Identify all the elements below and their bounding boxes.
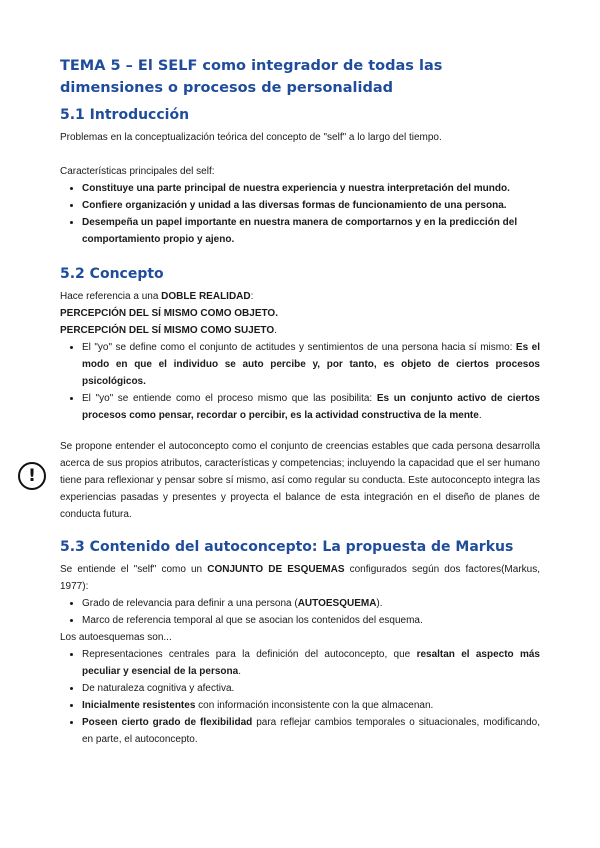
concept-line-2: PERCEPCIÓN DEL SÍ MISMO COMO OBJETO. xyxy=(60,308,278,319)
autoesquemas-lead: Los autoesquemas son... xyxy=(60,632,172,643)
factors-list xyxy=(60,595,540,629)
concept-line-3: PERCEPCIÓN DEL SÍ MISMO COMO SUJETO. xyxy=(60,325,277,336)
concept-line-1: Hace referencia a una DOBLE REALIDAD: xyxy=(60,291,254,302)
list-item: • Desempeña un papel importante en nuestra manera de comportarnos y en la predicción del comportamiento propio y ajeno. xyxy=(82,214,540,248)
list-item: • El "yo" se define como el conjunto de actitudes y sentimientos de una persona hacia sí mismo: Es el modo en que el individuo se auto percibe y, por tanto, es objeto de ciertos procesos psicológicos. xyxy=(82,339,540,390)
exclamation-icon: ! xyxy=(18,462,46,490)
list-item: • Constituye una parte principal de nuestra experiencia y nuestra interpretación del mundo. xyxy=(82,180,540,197)
page-title: TEMA 5 – El SELF como integrador de todas las dimensiones o procesos de personalidad xyxy=(60,58,443,96)
list-item: • Representaciones centrales para la definición del autoconcepto, que resaltan el aspecto más peculiar y esencial de la persona. xyxy=(82,646,540,680)
list-item: • Grado de relevancia para definir a una persona (AUTOESQUEMA). xyxy=(82,595,540,612)
autoesquemas-list xyxy=(60,646,540,748)
section-heading-introduccion: 5.1 Introducción xyxy=(60,107,190,123)
concept-list xyxy=(60,339,540,424)
list-item: • Inicialmente resistentes con información inconsistente con la que almacenan. xyxy=(82,697,540,714)
intro-paragraph: Problemas en la conceptualización teórica del concepto de "self" a lo largo del tiempo. xyxy=(60,132,442,143)
list-item: • El "yo" se entiende como el proceso mismo que las posibilita: Es un conjunto activo de ciertos procesos como pensar, recordar o percibir, es la actividad constructiva de la mente. xyxy=(82,390,540,424)
markus-intro: Se entiende el "self" como un CONJUNTO DE ESQUEMAS configurados según dos factores(Markus, 1977): xyxy=(60,564,540,592)
characteristics-lead: Características principales del self: xyxy=(60,166,215,177)
section-heading-markus: 5.3 Contenido del autoconcepto: La propuesta de Markus xyxy=(60,539,514,555)
callout-box xyxy=(28,438,540,523)
list-item: • Marco de referencia temporal al que se asocian los contenidos del esquema. xyxy=(82,612,540,629)
callout-text: Se propone entender el autoconcepto como el conjunto de creencias estables que cada persona desarrolla acerca de sus propios atributos, características y competencias; incluyendo la capacidad que el ser humano tiene para reflexionar y pensar sobre sí mismo, así como regular su conducta. Este autoconcepto integra las experiencias pasadas y presentes y proyecta el balance de esta integración en el diseño de planes de conducta futura. xyxy=(60,441,540,520)
list-item: • De naturaleza cognitiva y afectiva. xyxy=(82,680,540,697)
section-heading-concepto: 5.2 Concepto xyxy=(60,266,164,282)
characteristics-list xyxy=(60,180,540,248)
list-item: • Poseen cierto grado de flexibilidad para reflejar cambios temporales o situacionales, modificando, en parte, el autoconcepto. xyxy=(82,714,540,748)
list-item: • Confiere organización y unidad a las diversas formas de funcionamiento de una persona. xyxy=(82,197,540,214)
